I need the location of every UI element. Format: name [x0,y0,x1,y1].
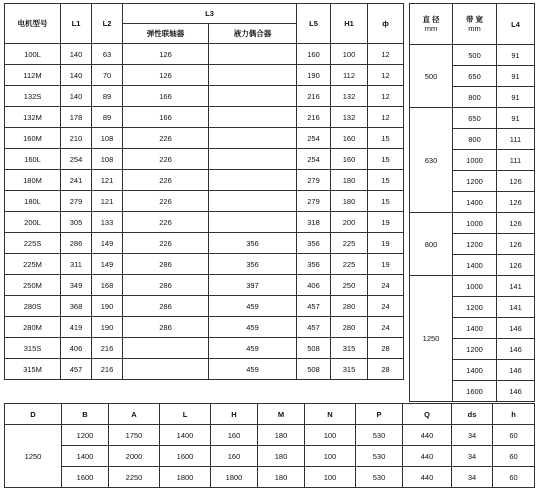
cell-h: 60 [493,446,535,467]
cell-belt-width: 1000 [453,276,497,297]
cell-model: 180L [5,191,61,212]
cell-l3-elastic [123,359,209,380]
header-q: Q [403,404,452,425]
cell-h1: 132 [331,107,368,128]
cell-l3-elastic: 226 [123,128,209,149]
cell-l1: 279 [61,191,92,212]
cell-l3-elastic: 126 [123,44,209,65]
cell-p: 530 [356,467,403,488]
cell-l1: 254 [61,149,92,170]
cell-model: 225S [5,233,61,254]
cell-h1: 180 [331,170,368,191]
header-n: N [305,404,356,425]
cell-diameter: 630 [410,108,453,213]
cell-l4: 91 [497,87,535,108]
cell-l2: 108 [92,128,123,149]
cell-l1: 241 [61,170,92,191]
cell-l5: 190 [297,65,331,86]
table-row [5,446,535,467]
cell-model: 225M [5,254,61,275]
cell-h: 160 [211,425,258,446]
cell-l3-elastic: 226 [123,212,209,233]
cell-model: 200L [5,212,61,233]
cell-q: 440 [403,467,452,488]
table-row [5,275,404,296]
cell-h: 1800 [211,467,258,488]
table-row [5,44,404,65]
cell-l3-elastic: 226 [123,191,209,212]
cell-b: 1400 [62,446,109,467]
header-l1: L1 [61,4,92,44]
cell-l2: 133 [92,212,123,233]
cell-l2: 89 [92,107,123,128]
cell-l4: 146 [497,339,535,360]
cell-l3-elastic [123,338,209,359]
cell-l5: 216 [297,86,331,107]
table-row [5,65,404,86]
cell-h: 160 [211,446,258,467]
cell-l3-elastic: 166 [123,107,209,128]
belt-width-table [409,3,535,402]
cell-l3-elastic: 286 [123,275,209,296]
header-h: h [493,404,535,425]
cell-l3-fluid [209,149,297,170]
cell-belt-width: 1400 [453,360,497,381]
header-l4: L4 [497,4,535,45]
cell-phi: 15 [368,191,404,212]
cell-model: 132S [5,86,61,107]
header-l5: L5 [297,4,331,44]
cell-l3-elastic: 126 [123,65,209,86]
cell-h1: 180 [331,191,368,212]
cell-l3-fluid [209,44,297,65]
cell-phi: 12 [368,44,404,65]
table-row [410,213,535,234]
header-l3-elastic-coupling: 弹性联轴器 [123,24,209,44]
cell-l1: 178 [61,107,92,128]
cell-l4: 126 [497,192,535,213]
cell-l: 1400 [160,425,211,446]
cell-l3-elastic: 226 [123,233,209,254]
cell-model: 132M [5,107,61,128]
cell-l4: 126 [497,255,535,276]
cell-p: 530 [356,425,403,446]
cell-l1: 140 [61,44,92,65]
cell-l: 1800 [160,467,211,488]
cell-l4: 126 [497,234,535,255]
cell-l2: 190 [92,317,123,338]
cell-h: 60 [493,425,535,446]
cell-l4: 141 [497,276,535,297]
cell-l2: 149 [92,254,123,275]
cell-l3-elastic: 286 [123,254,209,275]
table-row [5,212,404,233]
table-row [5,191,404,212]
cell-diameter: 800 [410,213,453,276]
cell-phi: 15 [368,149,404,170]
header-l2: L2 [92,4,123,44]
cell-belt-width: 1000 [453,213,497,234]
cell-h1: 315 [331,338,368,359]
cell-h1: 225 [331,254,368,275]
cell-h1: 160 [331,128,368,149]
cell-phi: 24 [368,296,404,317]
table-row [410,108,535,129]
cell-phi: 19 [368,233,404,254]
cell-m: 180 [258,446,305,467]
cell-l2: 121 [92,191,123,212]
cell-l4: 111 [497,150,535,171]
cell-phi: 12 [368,107,404,128]
cell-n: 100 [305,446,356,467]
cell-model: 112M [5,65,61,86]
header-phi: ф [368,4,404,44]
cell-l: 1600 [160,446,211,467]
cell-belt-width: 650 [453,66,497,87]
cell-l4: 146 [497,318,535,339]
cell-m: 180 [258,425,305,446]
cell-phi: 19 [368,212,404,233]
cell-l4: 146 [497,381,535,402]
cell-l4: 146 [497,360,535,381]
header-diameter [410,4,453,45]
table-row [5,467,535,488]
cell-l1: 457 [61,359,92,380]
cell-belt-width: 800 [453,87,497,108]
cell-a: 2000 [109,446,160,467]
cell-l2: 216 [92,359,123,380]
cell-l4: 126 [497,171,535,192]
cell-ds: 34 [452,425,493,446]
cell-phi: 15 [368,170,404,191]
cell-l4: 111 [497,129,535,150]
cell-q: 440 [403,446,452,467]
header-h: H [211,404,258,425]
cell-l5: 508 [297,359,331,380]
cell-belt-width: 1200 [453,297,497,318]
cell-d: 1250 [5,425,62,488]
cell-h1: 225 [331,233,368,254]
cell-l3-elastic: 166 [123,86,209,107]
cell-l4: 91 [497,108,535,129]
cell-l3-fluid: 397 [209,275,297,296]
cell-belt-width: 1400 [453,318,497,339]
cell-h1: 160 [331,149,368,170]
cell-belt-width: 1200 [453,171,497,192]
cell-l1: 140 [61,86,92,107]
cell-l3-fluid [209,191,297,212]
cell-l2: 121 [92,170,123,191]
cell-l3-fluid: 459 [209,359,297,380]
header-b: B [62,404,109,425]
cell-l1: 305 [61,212,92,233]
cell-l3-fluid: 356 [209,254,297,275]
cell-h1: 250 [331,275,368,296]
table-row [5,359,404,380]
cell-model: 100L [5,44,61,65]
cell-l2: 149 [92,233,123,254]
table-row [5,149,404,170]
cell-phi: 12 [368,86,404,107]
cell-l4: 126 [497,213,535,234]
table-row [5,254,404,275]
header-ds: ds [452,404,493,425]
cell-l5: 160 [297,44,331,65]
cell-l3-fluid: 356 [209,233,297,254]
table-row [410,45,535,66]
header-a: A [109,404,160,425]
header-p: P [356,404,403,425]
header-motor-model: 电机型号 [5,4,61,44]
table-row [5,233,404,254]
cell-l3-fluid [209,107,297,128]
cell-h1: 315 [331,359,368,380]
cell-l4: 141 [497,297,535,318]
cell-belt-width: 1400 [453,255,497,276]
cell-l5: 457 [297,317,331,338]
cell-l5: 279 [297,170,331,191]
cell-model: 160M [5,128,61,149]
cell-diameter: 1250 [410,276,453,402]
cell-m: 180 [258,467,305,488]
cell-phi: 12 [368,65,404,86]
cell-l1: 286 [61,233,92,254]
cell-n: 100 [305,425,356,446]
cell-l1: 419 [61,317,92,338]
cell-l5: 254 [297,149,331,170]
header-width-label: 带 宽 [465,15,484,24]
table-row [5,86,404,107]
cell-diameter: 500 [410,45,453,108]
cell-h1: 280 [331,317,368,338]
cell-b: 1600 [62,467,109,488]
cell-ds: 34 [452,467,493,488]
cell-h1: 132 [331,86,368,107]
cell-model: 250M [5,275,61,296]
cell-belt-width: 650 [453,108,497,129]
cell-phi: 28 [368,359,404,380]
cell-l3-fluid [209,170,297,191]
table-row [5,107,404,128]
cell-l1: 210 [61,128,92,149]
header-l3: L3 [123,4,297,24]
cell-l5: 356 [297,233,331,254]
cell-model: 160L [5,149,61,170]
cell-phi: 24 [368,275,404,296]
header-belt-width [453,4,497,45]
cell-l5: 406 [297,275,331,296]
cell-belt-width: 1200 [453,234,497,255]
cell-l5: 508 [297,338,331,359]
cell-belt-width: 1600 [453,381,497,402]
cell-l3-fluid [209,212,297,233]
table-row [5,128,404,149]
table-row [5,296,404,317]
cell-belt-width: 1400 [453,192,497,213]
cell-l1: 140 [61,65,92,86]
cell-belt-width: 1200 [453,339,497,360]
cell-l3-fluid [209,128,297,149]
cell-l5: 457 [297,296,331,317]
cell-model: 280S [5,296,61,317]
cell-p: 530 [356,446,403,467]
cell-model: 315M [5,359,61,380]
cell-a: 1750 [109,425,160,446]
cell-l2: 63 [92,44,123,65]
cell-model: 315S [5,338,61,359]
cell-l2: 89 [92,86,123,107]
cell-l1: 311 [61,254,92,275]
cell-model: 280M [5,317,61,338]
header-h1: H1 [331,4,368,44]
header-width-unit: mm [468,24,481,33]
table-row [410,276,535,297]
cell-l3-fluid [209,86,297,107]
header-l: L [160,404,211,425]
cell-l5: 318 [297,212,331,233]
table-row [5,425,535,446]
cell-l2: 190 [92,296,123,317]
cell-l3-fluid: 459 [209,296,297,317]
cell-l3-elastic: 286 [123,296,209,317]
cell-l2: 70 [92,65,123,86]
header-d: D [5,404,62,425]
table-row [5,170,404,191]
table-row [5,317,404,338]
header-diameter-label: 直 径 [422,15,440,24]
cell-phi: 19 [368,254,404,275]
cell-h1: 280 [331,296,368,317]
cell-l4: 91 [497,45,535,66]
header-l3-fluid-coupling: 液力偶合器 [209,24,297,44]
cell-model: 180M [5,170,61,191]
cell-h1: 112 [331,65,368,86]
cell-l3-elastic: 286 [123,317,209,338]
table-row [5,338,404,359]
cell-l3-elastic: 226 [123,149,209,170]
drum-dimension-table [4,403,535,488]
cell-l2: 216 [92,338,123,359]
cell-phi: 28 [368,338,404,359]
cell-phi: 24 [368,317,404,338]
cell-h1: 200 [331,212,368,233]
cell-l5: 356 [297,254,331,275]
motor-dimension-table [4,3,404,380]
cell-q: 440 [403,425,452,446]
cell-h1: 100 [331,44,368,65]
cell-h: 60 [493,467,535,488]
header-diameter-unit: mm [424,24,438,33]
cell-l3-fluid: 459 [209,317,297,338]
cell-belt-width: 1000 [453,150,497,171]
cell-ds: 34 [452,446,493,467]
cell-a: 2250 [109,467,160,488]
cell-n: 100 [305,467,356,488]
cell-l2: 108 [92,149,123,170]
cell-l3-fluid [209,65,297,86]
cell-l2: 168 [92,275,123,296]
cell-l3-fluid: 459 [209,338,297,359]
cell-l1: 349 [61,275,92,296]
cell-phi: 15 [368,128,404,149]
cell-l5: 279 [297,191,331,212]
cell-belt-width: 800 [453,129,497,150]
cell-l1: 368 [61,296,92,317]
cell-l5: 216 [297,107,331,128]
cell-belt-width: 500 [453,45,497,66]
header-m: M [258,404,305,425]
cell-b: 1200 [62,425,109,446]
cell-l5: 254 [297,128,331,149]
cell-l1: 406 [61,338,92,359]
cell-l4: 91 [497,66,535,87]
cell-l3-elastic: 226 [123,170,209,191]
